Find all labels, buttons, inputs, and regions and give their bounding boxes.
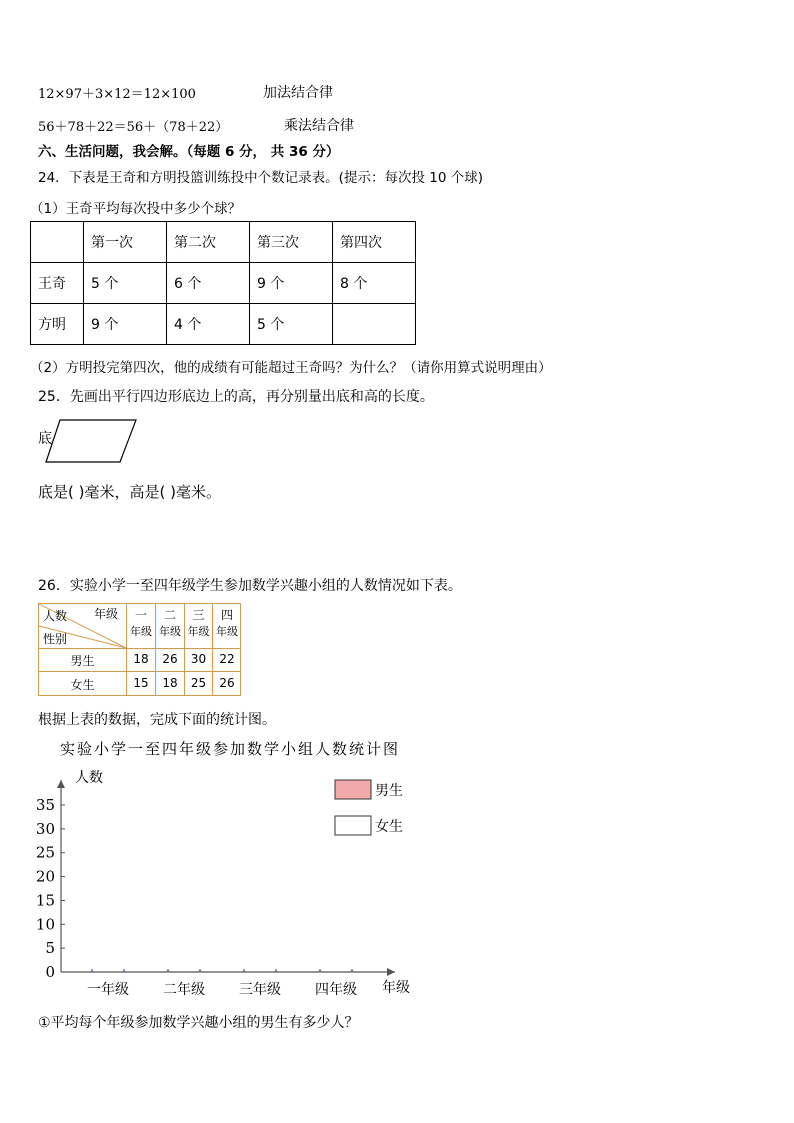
grade-header — [127, 606, 155, 639]
grade-header — [156, 606, 184, 639]
grade-header-top: 一 — [134, 608, 147, 622]
legend-swatch — [335, 780, 371, 799]
grade-header-top: 三 — [192, 608, 205, 622]
table-cell: 18 — [162, 676, 178, 690]
table-cell: 9 个 — [250, 263, 333, 304]
y-tick-label: 10 — [35, 915, 55, 934]
table-cell: 26 — [162, 652, 178, 666]
table-corner-cell — [31, 222, 84, 263]
grade-header-top: 二 — [163, 608, 176, 622]
section-heading: 六、生活问题，我会解。（每题 6 分， 共 36 分） — [38, 144, 340, 160]
corner-label-grade: 年级 — [94, 607, 119, 621]
q24-part2: （2）方明投完第四次，他的成绩有可能超过王奇吗？为什么？（请你用算式说明理由） — [30, 360, 552, 376]
q25-answer-line: 底是( )毫米，高是( )毫米。 — [38, 483, 221, 501]
table-cell: 18 — [133, 652, 149, 666]
y-tick-label: 15 — [35, 891, 55, 910]
q24-score-table — [30, 221, 416, 345]
table-row — [31, 263, 416, 304]
q24-stem: 24．下表是王奇和方明投篮训练投中个数记录表。(提示：每次投 10 个球) — [38, 170, 483, 186]
q26-stem: 26．实验小学一至四年级学生参加数学兴趣小组的人数情况如下表。 — [38, 578, 462, 594]
table-cell: 26 — [219, 676, 235, 690]
grade-header-bottom: 年级 — [130, 625, 152, 638]
grade-header — [185, 606, 212, 639]
table-header-cell: 第三次 — [250, 222, 333, 263]
table-header-cell: 第一次 — [84, 222, 167, 263]
table-header-cell: 第四次 — [333, 222, 416, 263]
grade-header-top: 四 — [220, 608, 233, 622]
row-label-girls: 女生 — [70, 678, 95, 692]
table-cell: 15 — [133, 676, 149, 690]
table-hline — [39, 671, 240, 672]
table-row-label: 王奇 — [31, 263, 84, 304]
x-axis-label: 年级 — [382, 980, 410, 996]
q23-line2-expression: 56＋78＋22＝56＋（78＋22） — [38, 120, 229, 135]
q26-sub1: ①平均每个年级参加数学兴趣小组的男生有多少人？ — [38, 1015, 359, 1031]
legend-swatch — [335, 816, 371, 835]
legend-label: 女生 — [375, 819, 403, 835]
y-axis-label: 人数 — [75, 770, 103, 786]
y-tick-label: 5 — [45, 939, 55, 958]
grade-header — [213, 606, 241, 639]
corner-label-count: 人数 — [43, 609, 68, 623]
table-cell: 25 — [190, 676, 207, 690]
chart-title: 实验小学一至四年级参加数学小组人数统计图 — [60, 740, 401, 758]
q25-stem: 25．先画出平行四边形底边上的高，再分别量出底和高的长度。 — [38, 389, 434, 405]
q26-instruction: 根据上表的数据，完成下面的统计图。 — [38, 712, 276, 728]
x-category-label: 四年级 — [315, 982, 357, 998]
q26-data-table — [38, 603, 241, 696]
table-cell: 30 — [190, 652, 207, 666]
table-cell: 6 个 — [167, 263, 250, 304]
corner-label-gender: 性别 — [43, 632, 68, 646]
y-tick-label: 25 — [35, 843, 55, 862]
table-cell: 4 个 — [167, 304, 250, 345]
table-cell: 9 个 — [84, 304, 167, 345]
row-label-boys: 男生 — [70, 654, 95, 668]
q23-line2-law: 乘法结合律 — [284, 118, 354, 134]
table-header-cell: 第二次 — [167, 222, 250, 263]
parallelogram-figure[interactable] — [44, 418, 140, 466]
x-category-label: 一年级 — [87, 982, 129, 998]
table-cell: 22 — [219, 652, 235, 666]
table-cell-blank[interactable] — [333, 304, 416, 345]
statistics-chart[interactable] — [20, 760, 440, 1005]
y-tick-label: 30 — [35, 819, 55, 838]
table-row-label: 方明 — [31, 304, 84, 345]
q23-line1-law: 加法结合律 — [263, 85, 333, 101]
table-cell: 5 个 — [84, 263, 167, 304]
y-tick-label: 35 — [35, 796, 55, 814]
q23-line1-expression: 12×97＋3×12＝12×100 — [38, 87, 196, 102]
grade-header-bottom: 年级 — [159, 625, 181, 638]
y-axis-arrow — [57, 780, 65, 788]
legend-label: 男生 — [375, 783, 403, 799]
q25-figure-label: 底 — [38, 431, 52, 447]
q24-part1: （1）王奇平均每次投中多少个球？ — [30, 201, 242, 217]
grade-header-bottom: 年级 — [216, 625, 238, 638]
table-row — [31, 304, 416, 345]
table-cell: 8 个 — [333, 263, 416, 304]
y-tick-label: 0 — [45, 963, 55, 981]
grade-header-bottom: 年级 — [187, 625, 210, 638]
y-tick-label: 20 — [35, 867, 55, 886]
x-category-label: 二年级 — [163, 982, 205, 998]
x-axis-arrow — [387, 968, 395, 976]
table-cell: 5 个 — [250, 304, 333, 345]
table-header-row — [31, 222, 416, 263]
x-category-label: 三年级 — [239, 982, 281, 998]
